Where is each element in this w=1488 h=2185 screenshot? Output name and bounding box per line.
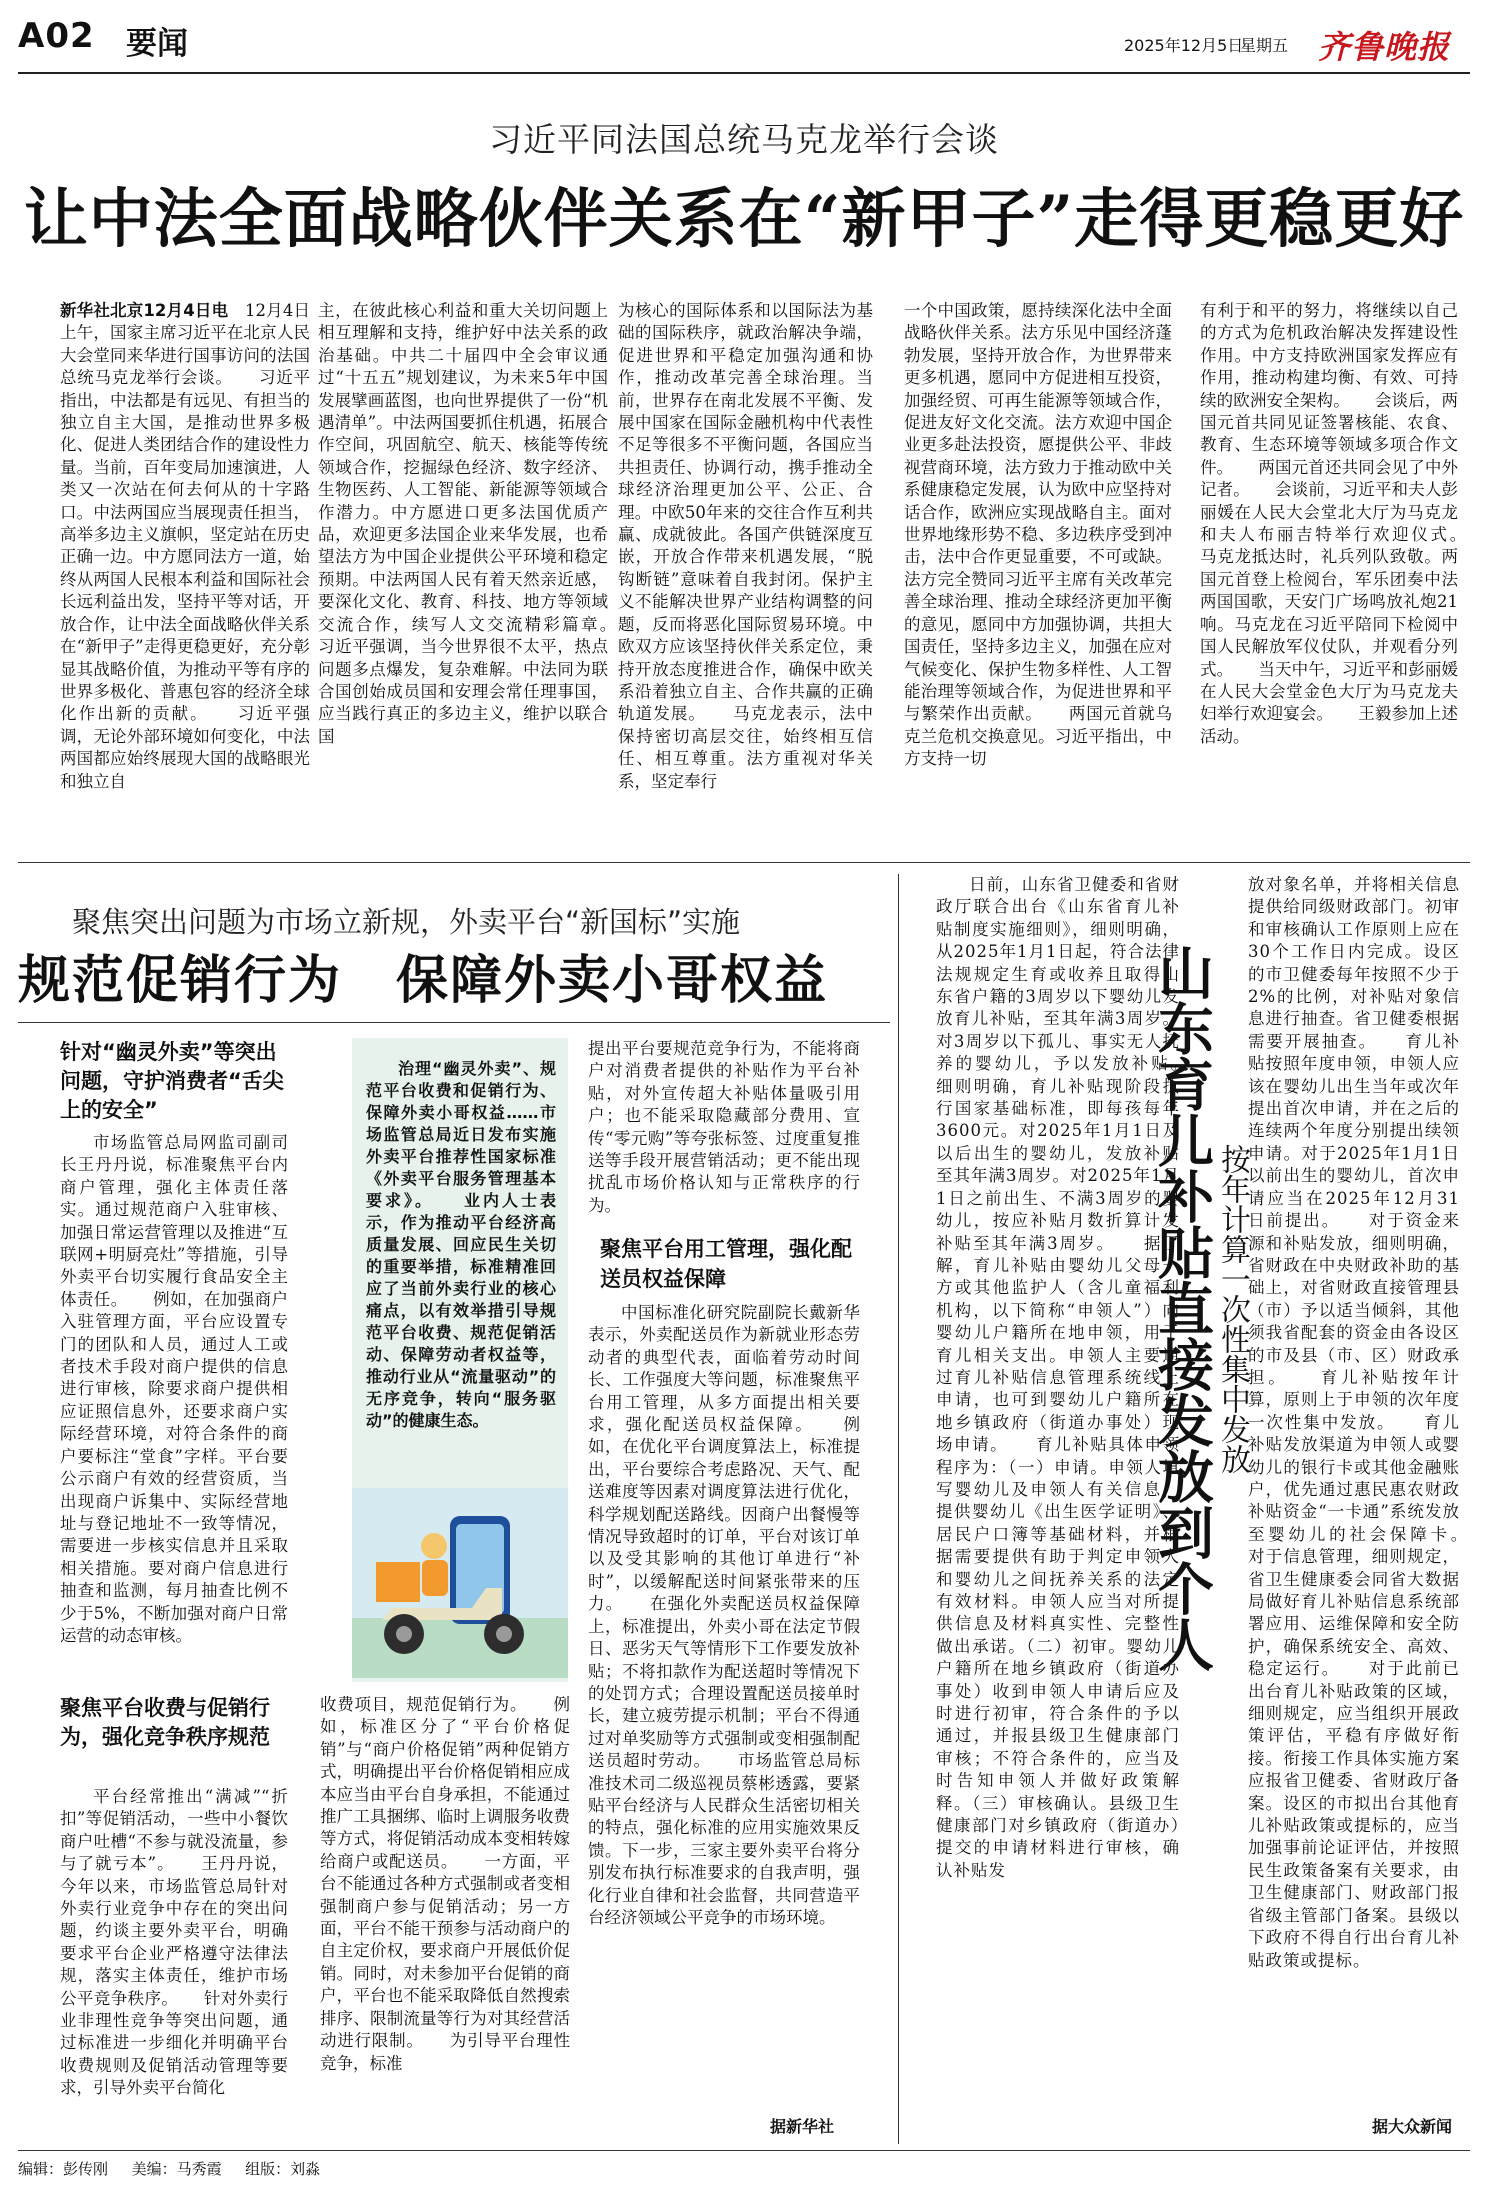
footer-credits	[18, 2158, 320, 2179]
story3-headline: 山东育儿补贴直接发放到个人	[1149, 944, 1215, 1672]
story2-text-1b: 平台经常推出“满减”“折扣”等促销活动，一些中小餐饮商户吐槽“不参与就没流量，参与了就亏本”。 王丹丹说，今年以来，市场监管总局针对外卖行业竞争中存在的突出问题，约谈主要外卖平台，明确要求平台企业严格遵守法律法规，落实主体责任，维护市场公平竞争秩序。 针对外卖行业非理性竞争等突出问题，通过标准进一步细化并明确平台收费规则及促销活动管理等要求，引导外卖平台简化	[60, 1787, 288, 2098]
story1-column-1	[60, 300, 310, 840]
story1-text-5: 有利于和平的努力，将继续以自己的方式为危机政治解决发挥建设性作用。中方支持欧洲国家发挥应有作用，推动构建均衡、有效、可持续的欧洲安全架构。 会谈后，两国元首共同见证签署核能、农食、教育、生态环境等领域多项合作文件。 两国元首还共同会见了中外记者。 会谈前，习近平和夫人彭丽媛在人民大会堂北大厅为马克龙和夫人布丽吉特举行欢迎仪式。 马克龙抵达时，礼兵列队致敬。两国元首登上检阅台，军乐团奏中法两国国歌，天安门广场鸣放礼炮21响。马克龙在习近平陪同下检阅中国人民解放军仪仗队，并观看分列式。 当天中午，习近平和彭丽媛在人民大会堂金色大厅为马克龙夫妇举行欢迎宴会。 王毅参加上述活动。	[1200, 301, 1458, 746]
delivery-rider-illustration	[352, 1488, 568, 1678]
page-header	[0, 0, 1488, 72]
intro-box	[352, 1038, 568, 1682]
story3-column-1	[936, 874, 1180, 2140]
issue-date: 2025年12月5日	[1124, 36, 1244, 55]
story2-text-1a: 市场监管总局网监司副司长王丹丹说，标准聚焦平台内商户管理，强化主体责任落实。通过规范商户入驻审核、加强日常运营管理以及推进“互联网+明厨亮灶”等措施，引导外卖平台切实履行食品安全主体责任。 例如，在加强商户入驻管理方面，平台应设置专门的团队和人员，通过人工或者技术手段对商户提供的信息进行审核，除要求商户提供相应证照信息外，还要求商户实际经营环境，对符合条件的商户要标注“堂食”字样。平台要公示商户有效的经营资质，当出现商户诉集中、实际经营地址与登记地址不一致等情况，需要进一步核实信息并且采取相关措施。要对商户信息进行抽查和监测，每月抽查比例不少于5%，不断加强对商户日常运营的动态审核。	[60, 1133, 288, 1645]
paper-logo: 齐鲁晚报	[1318, 28, 1451, 66]
story2-column-3b	[588, 1302, 860, 2110]
story2-column-3a	[588, 1038, 860, 1218]
story3-subhead: 按年计算一次性集中发放	[1215, 1144, 1250, 1474]
story2-column-2b	[320, 1694, 570, 2140]
story3-source: 据大众新闻	[1372, 2117, 1453, 2136]
story2-column-1b	[60, 1786, 288, 2140]
issue-weekday: 星期五	[1240, 36, 1289, 55]
story1-column-3	[618, 300, 873, 840]
story1-text-2: 主，在彼此核心利益和重大关切问题上相互理解和支持，维护好中法关系的政治基础。中共二十届四中全会审议通过“十五五”规划建议，为未来5年中国发展擘画蓝图，也向世界提供了一份“机遇清单”。中法两国要抓住机遇，拓展合作空间，巩固航空、航天、核能等传统领域合作，挖掘绿色经济、数字经济、生物医药、人工智能、新能源等领域合作潜力。中方愿进口更多法国优质产品，欢迎更多法国企业来华发展，也希望法方为中国企业提供公平环境和稳定预期。中法两国人民有着天然亲近感，要深化文化、教育、科技、地方等领域交流合作，续写人文交流精彩篇章。 习近平强调，当今世界很不太平，热点问题多点爆发，复杂难解。中法同为联合国创始成员国和安理会常任理事国，应当践行真正的多边主义，维护以联合国	[318, 301, 608, 746]
story3-left-rule	[898, 874, 899, 2144]
story1-headline: 让中法全面战略伙伴关系在“新甲子”走得更稳更好	[23, 182, 1465, 257]
story1-column-4	[904, 300, 1172, 840]
story2-text-3b: 中国标准化研究院副院长戴新华表示，外卖配送员作为新就业形态劳动者的典型代表，面临着劳动时间长、工作强度大等问题，标准聚焦平台用工管理，从多方面提出相关要求，强化配送员权益保障。 例如，在优化平台调度算法上，标准提出，平台要综合考虑路况、天气、配送难度等因素对调度算法进行优化，科学规划配送路线。因商户出餐慢等情况导致超时的订单，平台对该订单以及受其影响的其他订单进行“补时”，以缓解配送时间紧张带来的压力。 在强化外卖配送员权益保障上，标准提出，外卖小哥在法定节假日、恶劣天气等情形下工作要发放补贴；不将扣款作为配送超时等情况下的处罚方式；合理设置配送员接单时长，建立疲劳提示机制；平台不得通过对单奖励等方式强制或变相强制配送员超时劳动。 市场监管总局标准技术司二级巡视员蔡彬透露，要紧贴平台经济与人民群众生活密切相关的特点，强化标准的应用实施效果反馈。下一步，三家主要外卖平台将分别发布执行标准要求的自我声明，强化行业自律和社会监督，共同营造平台经济领域公平竞争的市场环境。	[588, 1303, 860, 1927]
story3-text-2: 放对象名单，并将相关信息提供给同级财政部门。初审和审核确认工作原则上应在30个工作日内完成。设区的市卫健委每年按照不少于2%的比例，对补贴对象信息进行抽查。省卫健委根据需要开展抽查。 育儿补贴按照年度申领，申领人应该在婴幼儿出生当年或次年提出首次申请，并在之后的连续两个年度分别提出续领申请。对于2025年1月1日以前出生的婴幼儿，首次申请应当在2025年12月31日前提出。 对于资金来源和补贴发放，细则明确，省财政在中央财政补助的基础上，对省财政直接管理县（市）予以适当倾斜，其他须我省配套的资金由各设区的市及县（市、区）财政承担。 育儿补贴按年计算，原则上于申领的次年度一次性集中发放。 育儿补贴发放渠道为申领人或婴幼儿的银行卡或其他金融账户，优先通过惠民惠农财政补贴资金“一卡通”系统发放至婴幼儿的社会保障卡。 对于信息管理，细则规定，省卫生健康委会同省大数据局做好育儿补贴信息系统部署应用、运维保障和安全防护，确保系统安全、高效、稳定运行。 对于此前已出台育儿补贴政策的区域，细则规定，应当组织开展政策评估，平稳有序做好衔接。衔接工作具体实施方案应报省卫健委、省财政厅备案。设区的市拟出台其他育儿补贴政策或提标的，应当加强事前论证评估，并按照民生政策备案有关要求，由卫生健康部门、财政部门报省级主管部门备案。县级以下政府不得自行出台育儿补贴政策或提标。	[1248, 875, 1460, 1970]
story2-text-2b: 收费项目，规范促销行为。 例如，标准区分了“平台价格促销”与“商户价格促销”两种促销方式，明确提出平台价格促销相应成本应当由平台自身承担，不能通过推广工具捆绑、临时上调服务收费等方式，将促销活动成本变相转嫁给商户或配送员。 一方面，平台不能通过各种方式强制或者变相强制商户参与促销活动；另一方面，平台不能干预参与活动商户的自主定价权，要求商户开展低价促销。同时，对未参加平台促销的商户，平台也不能采取降低自然搜索排序、限制流量等行为对其经营活动进行限制。 为引导平台理性竞争，标准	[320, 1695, 570, 2073]
story2-column-1a	[60, 1132, 288, 1682]
story1-text-4: 一个中国政策，愿持续深化法中全面战略伙伴关系。法方乐见中国经济蓬勃发展，坚持开放合作，为世界带来更多机遇，愿同中方促进相互投资，加强经贸、可再生能源等领域合作，促进友好文化交流。法方欢迎中国企业更多赴法投资，愿提供公平、非歧视营商环境，法方致力于推动欧中关系健康稳定发展，认为欧中应坚持对话合作，欧洲应实现战略自主。面对世界地缘形势不稳、多边秩序受到冲击，法中合作更显重要，不可或缺。法方完全赞同习近平主席有关改革完善全球治理、推动全球经济更加平衡的意见，愿同中方加强协调，共担大国责任，坚持多边主义，加强在应对气候变化、保护生物多样性、人工智能治理等领域合作，为促进世界和平与繁荣作出贡献。 两国元首就乌克兰危机交换意见。习近平指出，中方支持一切	[904, 301, 1172, 769]
story1-text-3: 为核心的国际体系和以国际法为基础的国际秩序，就政治解决争端，促进世界和平稳定加强沟通和协作，推动改革完善全球治理。当前，世界存在南北发展不平衡、发展中国家在国际金融机构中代表性不足等很多不平衡问题，各国应当共担责任、协调行动，携手推动全球经济治理更加公平、公正、合理。中欧50年来的交往合作互利共赢、成就彼此。各国产供链深度互嵌，开放合作带来机遇发展，“脱钩断链”意味着自我封闭。保护主义不能解决世界产业结构调整的问题，反而将恶化国际贸易环境。中欧双方应该坚持伙伴关系定位，秉持开放态度推进合作，确保中欧关系沿着独立自主、合作共赢的正确轨道发展。 马克龙表示，法中保持密切高层交往，始终相互信任、相互尊重。法方重视对华关系，坚定奉行	[618, 301, 873, 791]
intro-box-text-wrap	[366, 1058, 556, 1478]
story2-headline-rule	[18, 1022, 890, 1023]
section-name: 要闻	[126, 26, 188, 62]
story1-column-2	[318, 300, 608, 840]
story1-bottom-rule	[18, 862, 1470, 863]
story2-headline: 规范促销行为 保障外卖小哥权益	[18, 950, 829, 1011]
story1-kicker: 习近平同法国总统马克龙举行会谈	[489, 120, 999, 159]
story3-column-2	[1248, 874, 1460, 2140]
story1-column-5	[1200, 300, 1458, 840]
story2-source: 据新华社	[770, 2117, 835, 2136]
intro-box-text: 治理“幽灵外卖”、规范平台收费和促销行为、保障外卖小哥权益……市场监管总局近日发布实施外卖平台推荐性国家标准《外卖平台服务管理基本要求》。 业内人士表示，作为推动平台经济高质量发展、回应民生关切的重要举措，标准精准回应了当前外卖行业的核心痛点，以有效举措引导规范平台收费、规范促销活动、保障劳动者权益等，推动行业从“流量驱动”的无序竞争，转向“服务驱动”的健康生态。	[366, 1059, 556, 1430]
footer-rule	[18, 2150, 1470, 2151]
header-rule	[18, 72, 1470, 74]
story1-text-1: 12月4日上午，国家主席习近平在北京人民大会堂同来华进行国事访问的法国总统马克龙举行会谈。 习近平指出，中法都是有远见、有担当的独立自主大国，是推动世界多极化、促进人类团结合作的建设性力量。当前，百年变局加速演进，人类又一次站在何去何从的十字路口。中法两国应当展现责任担当，高举多边主义旗帜，坚定站在历史正确一边。中方愿同法方一道，始终从两国人民根本利益和国际社会长远利益出发，坚持平等对话，开放合作，让中法全面战略伙伴关系在“新甲子”走得更稳更好，充分彰显其战略价值，为推动平等有序的世界多极化、普惠包容的经济全球化作出新的贡献。 习近平强调，无论外部环境如何变化，中法两国都应始终展现大国的战略眼光和独立自	[60, 301, 310, 791]
footer-editor: 编辑：彭传刚	[18, 2160, 109, 2178]
page-number: A02	[18, 16, 95, 56]
story2-subhead-2: 聚焦平台收费与促销行为，强化竞争秩序规范	[60, 1696, 270, 1749]
footer-designer: 美编：马秀霞	[131, 2160, 222, 2178]
story2-subhead-3: 聚焦平台用工管理，强化配送员权益保障	[600, 1237, 852, 1291]
story1-dateline: 新华社北京12月4日电	[60, 301, 229, 320]
story2-subhead-1: 针对“幽灵外卖”等突出问题，守护消费者“舌尖上的安全”	[60, 1040, 284, 1122]
story2-text-3a: 提出平台要规范竞争行为，不能将商户对消费者提供的补贴作为平台补贴，对外宣传超大补贴体量吸引用户；也不能采取隐藏部分费用、宣传“零元购”等夸张标签、过度重复推送等手段开展营销活动；更不能出现扰乱市场价格认知与正常秩序的行为。	[588, 1039, 860, 1215]
story3-text-1: 日前，山东省卫健委和省财政厅联合出台《山东省育儿补贴制度实施细则》，细则明确，从2025年1月1日起，符合法律法规规定生育或收养且取得山东省户籍的3周岁以下婴幼儿发放育儿补贴，至其年满3周岁。对3周岁以下孤儿、事实无人抚养的婴幼儿，予以发放补贴。 细则明确，育儿补贴现阶段执行国家基础标准，即每孩每年3600元。对2025年1月1日及以后出生的婴幼儿，发放补贴至其年满3周岁。对2025年1月1日之前出生、不满3周岁的婴幼儿，按应补贴月数折算计发补贴至其年满3周岁。 据了解，育儿补贴由婴幼儿父母一方或其他监护人（含儿童福利机构，以下简称“申领人”）向婴幼儿户籍所在地申领，用于育儿相关支出。申领人主要通过育儿补贴信息管理系统线上申请，也可到婴幼儿户籍所在地乡镇政府（街道办事处）现场申请。 育儿补贴具体申领程序为：（一）申请。申领人填写婴幼儿及申领人有关信息，提供婴幼儿《出生医学证明》、居民户口簿等基础材料，并根据需要提供有助于判定申领人和婴幼儿之间抚养关系的法定有效材料。申领人应当对所提供信息及材料真实性、完整性做出承诺。（二）初审。婴幼儿户籍所在地乡镇政府（街道办事处）收到申领人申请后应及时进行初审，符合条件的予以通过，并报县级卫生健康部门审核；不符合条件的，应当及时告知申领人并做好政策解释。（三）审核确认。县级卫生健康部门对乡镇政府（街道办）提交的申请材料进行审核，确认补贴发	[936, 875, 1180, 1880]
footer-proofreader: 组版：刘淼	[245, 2160, 321, 2178]
story2-kicker: 聚焦突出问题为市场立新规，外卖平台“新国标”实施	[72, 905, 741, 939]
